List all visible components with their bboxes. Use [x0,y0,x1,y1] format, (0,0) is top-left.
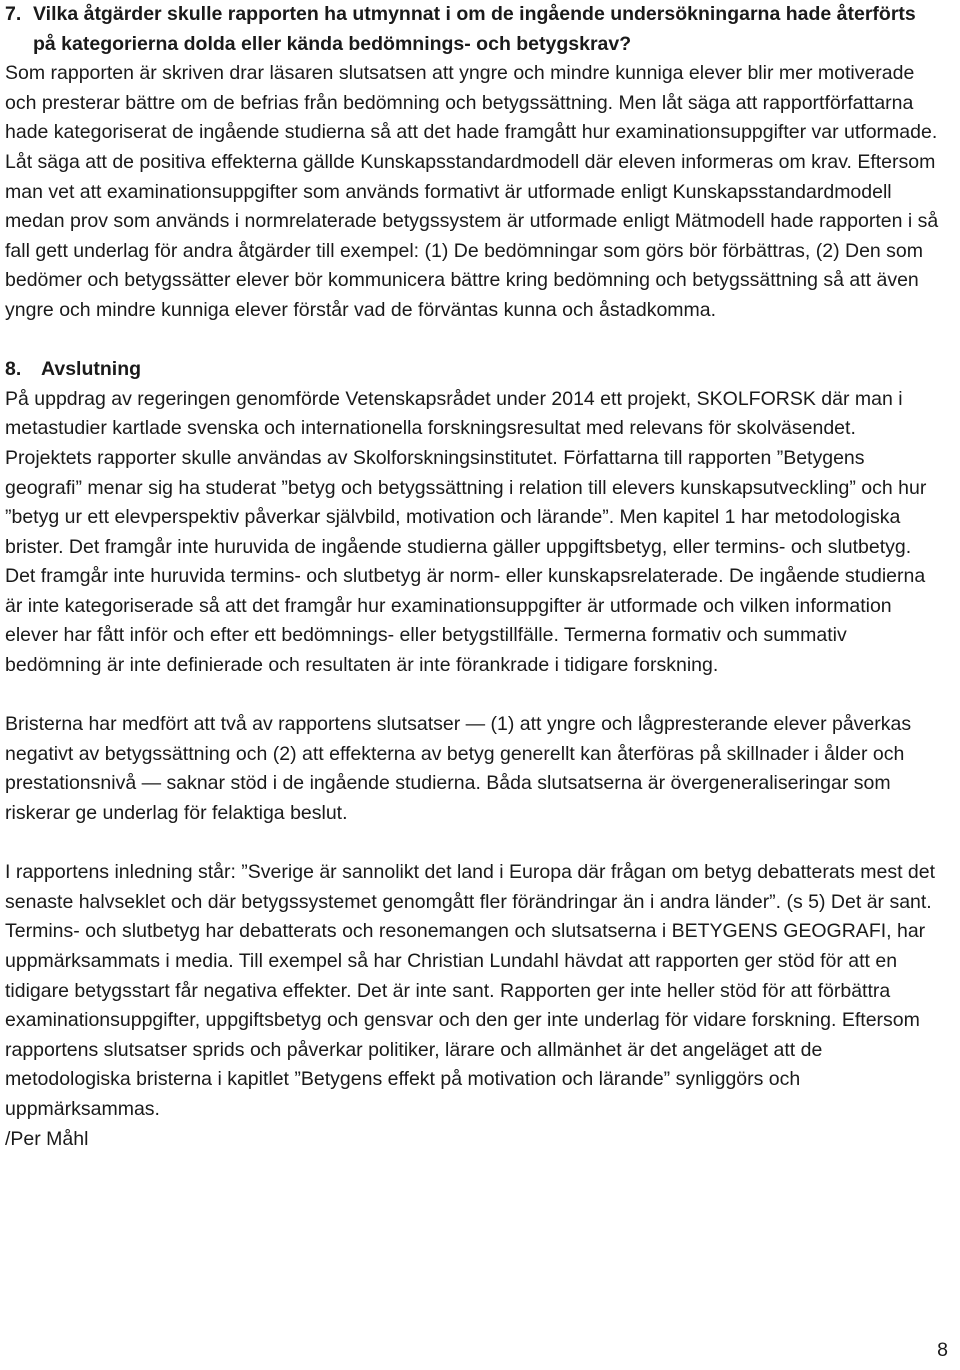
spacer [5,326,940,356]
body-paragraph: I rapportens inledning står: ”Sverige är sannolikt det land i Europa där frågan om betyg debatterats mest det senaste halvseklet och där betygssystemet genomgått fler förändringar än i andra länder”. (s 5) Det är sant. Termins- och slutbetyg har debatterats och resonemangen och slutsatserna i BETYGENS GEOGRAFI, har uppmärksammats i media. Till exempel så har Christian Lundahl hävdat att rapporten ger stöd för att en tidigare betygsstart får negativa effekter. Det är inte sant. Rapporten ger inte heller stöd för att förbättra examinationsuppgifter, uppgiftsbetyg och gensvar och den ger inte underlag för vidare forskning. Eftersom rapportens slutsatser sprids och påverkar politiker, lärare och allmänhet är det angeläget att de metodologiska bristerna i kapitlet ”Betygens effekt på motivation och lärande” synliggörs och uppmärksammas. [5,861,936,1120]
body-paragraph: På uppdrag av regeringen genomförde Vetenskapsrådet under 2014 ett projekt, SKOLFORSK där man i metastudier kartlade svenska och internationella forskningsresultat med relevans för skolväsendet. Projektets rapporter skulle användas av Skolforskningsinstitutet. Författarna till rapporten ”Betygens geografi” menar sig ha studerat ”betyg och betygssättning i relation till elevers kunskapsutveckling” och hur ”betyg ur ett elevperspektiv påverkar självbild, motivation och lärande”. Men kapitel 1 har metodologiska brister. Det framgår inte huruvida de ingående studierna gäller uppgiftsbetyg, eller termins- och slutbetyg. Det framgår inte huruvida termins- och slutbetyg är norm- eller kunskapsrelaterade. De ingående studierna är inte kategoriserade så att det framgår hur examinationsuppgifter är utformade och vilken information elever har fått inför och efter ett bedömnings- eller betygstillfälle. Termerna formativ och summativ bedömning är inte definierade och resultaten är inte förankrade i tidigare forskning. [5,387,927,677]
document-page [5,0,940,1154]
question-text: Vilka åtgärder skulle rapporten ha utmynnat i om de ingående undersökningarna hade återförts på kategorierna dolda eller kända bedömnings- och betygskrav? [33,3,916,55]
spacer [5,829,940,859]
section-heading [5,355,940,385]
question-answer-paragraph: Som rapporten är skriven drar läsaren slutsatsen att yngre och mindre kunniga elever blir mer motiverade och presterar bättre om de befrias från bedömning och betygssättning. Men låt säga att rapportförfattarna hade kategoriserat de ingående studierna så att det hade framgått hur examinationsuppgifter var utformade. Låt säga att de positiva effekterna gällde Kunskapsstandardmodell där eleven informeras om krav. Eftersom man vet att examinationsuppgifter som används formativt är utformade enligt Kunskapsstandardmodell medan prov som används i normrelaterade betygssystem är utformade enligt Mätmodell hade rapporten i så fall gett underlag för andra åtgärder till exempel: (1) De bedömningar som görs bör förbättras, (2) Den som bedömer och betygssätter elever bör kommunicera bättre kring bedömning och betygssättning så att även yngre och mindre kunniga elever förstår vad de förväntas kunna och åstadkomma. [5,62,939,321]
question-number: 7. [5,3,22,25]
question-heading [5,0,940,59]
page-number: 8 [937,1339,948,1361]
body-paragraph: Bristerna har medfört att två av rapportens slutsatser — (1) att yngre och lågpresterande elever påverkas negativt av betygssättning och (2) att effekterna av betyg generellt kan återföras på skillnader i ålder och prestationsnivå — saknar stöd i de ingående studierna. Båda slutsatserna är övergeneraliseringar som riskerar ge underlag för felaktiga beslut. [5,713,912,825]
signature: /Per Måhl [5,1127,89,1150]
spacer [5,681,940,711]
section-title: Avslutning [41,358,142,381]
section-number: 8. [5,358,22,381]
